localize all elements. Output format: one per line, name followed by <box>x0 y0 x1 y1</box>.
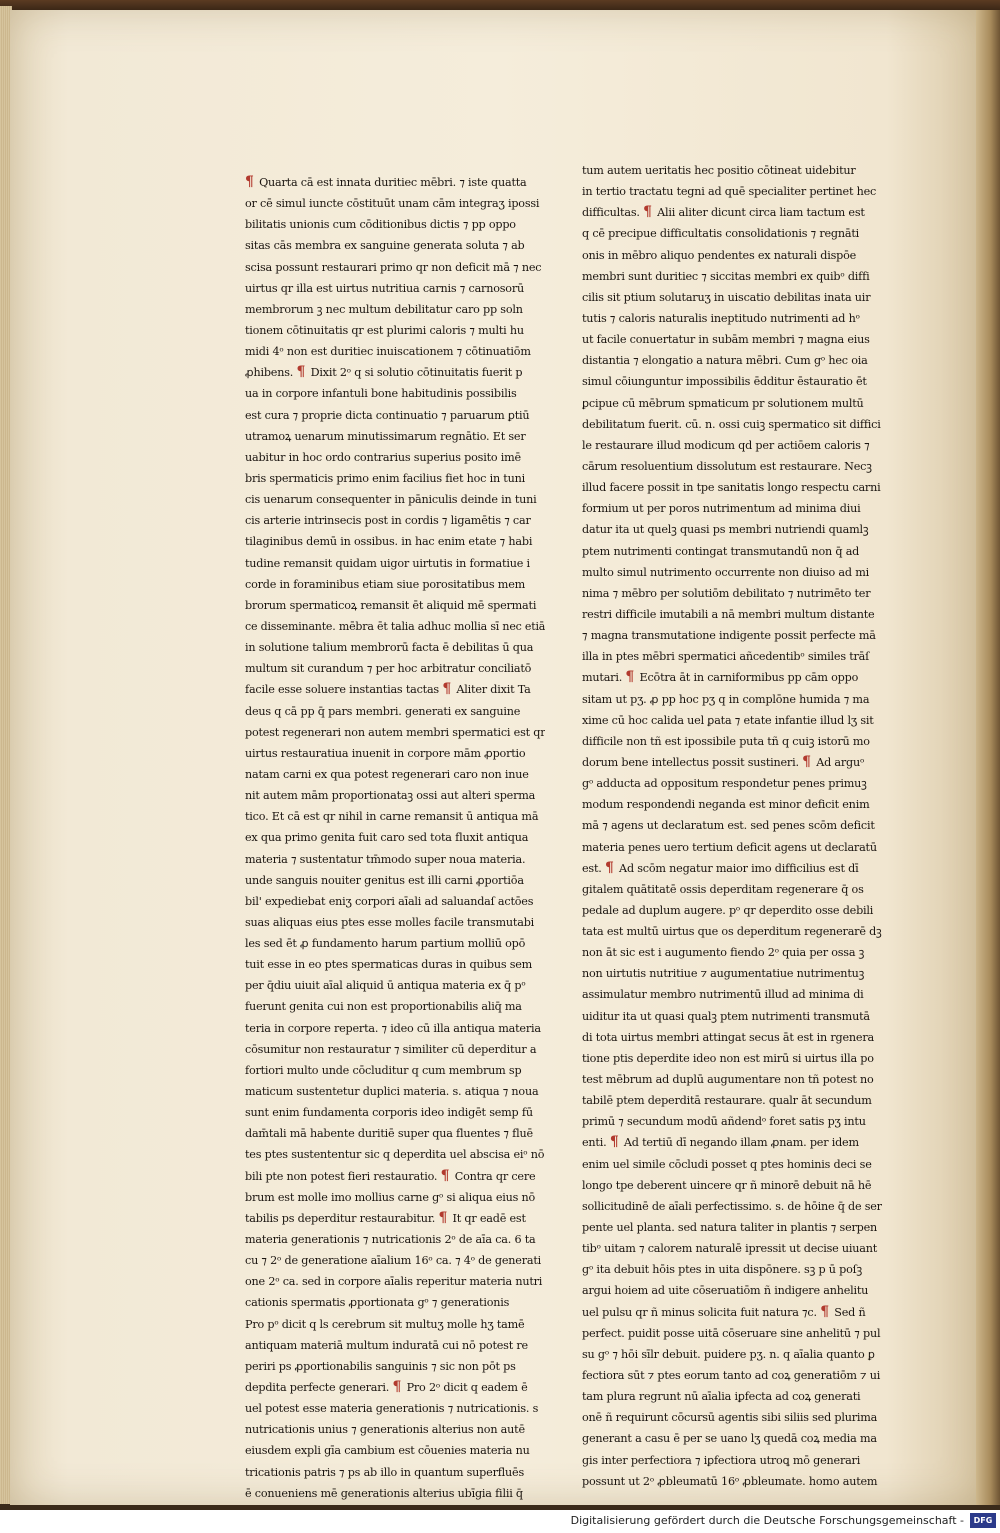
text-line: nima ⁊ mēbro per solutiōm debilitato ⁊ nutrimēto ter <box>582 586 871 600</box>
text-line: ꝑcipue cū mēbrum spmaticum pr solutionem multū <box>582 396 864 410</box>
text-line: uirtus restauratiua inuenit in corpore mām ꝓportio <box>245 746 526 760</box>
text-line: bili pte non potest fieri restauratio. ¶ Contra qr cere <box>245 1166 545 1187</box>
text-line: fortiori multo unde cōcluditur q cum membrum sp <box>245 1063 522 1077</box>
text-line: periri ps ꝓportionabilis sanguinis ⁊ sic non pōt ps <box>245 1359 516 1373</box>
text-line: xime cū hoc calida uel ꝑata ⁊ etate infantie illud lʒ sit <box>582 713 874 727</box>
text-line: q cē precipue difficultatis consolidationis ⁊ regnāti <box>582 227 860 241</box>
text-line: midi 4ᵒ non est duritiec inuiscationem ⁊ cōtinuatiōm <box>245 345 531 359</box>
text-line: scisa possunt restaurari primo qr non deficit mā ⁊ nec <box>245 260 542 274</box>
text-line: cārum resoluentium dissolutum est restaurare. Necꝫ <box>582 459 872 473</box>
text-line: gitalem quātitatē ossis deperditam regenerare q̄ os <box>582 882 864 896</box>
text-line: di tota uirtus membri attingat secus āt est in rgenera <box>582 1030 874 1044</box>
text-line: multum sit curandum ⁊ per hoc arbitratur conciliatō <box>245 662 532 676</box>
digitization-footer <box>0 1510 1000 1533</box>
text-line: tes ptes sustententur sic q deperdita uel abscisa eiᵒ nō <box>245 1148 545 1162</box>
text-line: eiusdem expli gīa cambium est cōuenies materia nu <box>245 1444 530 1458</box>
text-line: est cura ⁊ proprie dicta continuatio ⁊ paruarum ꝑtiū <box>245 408 530 422</box>
text-line: tuit esse in eo ptes spermaticas duras in quibus sem <box>245 958 533 972</box>
text-line: difficultas. ¶ Alii aliter dicunt circa liam tactum est <box>582 202 882 223</box>
text-line: les sed ēt ꝓ fundamento harum partium molliū opō <box>245 937 526 951</box>
text-line: uel pulsu qr ñ minus solicita fuit natura ⁊c. ¶ Sed ñ <box>582 1302 882 1323</box>
text-line: maticum sustentetur duplici materia. s. atiqua ⁊ noua <box>245 1085 539 1099</box>
text-line: assimulatur membro nutrimentū illud ad minima di <box>582 988 864 1002</box>
text-line: membri sunt duritiec ⁊ siccitas membri ex quibᵒ diffi <box>582 269 870 283</box>
text-line: ex qua primo genita fuit caro sed tota fluxit antiqua <box>245 831 529 845</box>
text-line: per q̄diu uiuit aīal aliquid ū antiqua materia ex q̄ pᵒ <box>245 979 526 993</box>
text-line: formium ut per poros nutrimentum ad minima diui <box>582 502 861 516</box>
text-line: enim uel simile cōcludi posset q ptes hominis deci se <box>582 1157 872 1171</box>
text-line: materia penes uero tertium deficit agens ut declaratū <box>582 840 877 854</box>
text-line: longo tpe deberent uincere qr ñ minorē debuit nā hē <box>582 1178 872 1192</box>
text-line: non uirtutis nutritiue ⁊ augumentatiue nutrimentuꝫ <box>582 967 865 981</box>
text-line: natam carni ex qua potest regenerari caro non inue <box>245 767 529 781</box>
text-line: Pro pᵒ dicit q ls cerebrum sit multuʒ molle hʒ tamē <box>245 1317 525 1331</box>
text-line: utramoꝝ uenarum minutissimarum regnātio. Et ser <box>245 429 526 443</box>
text-line: tutis ⁊ caloris naturalis ineptitudo nutrimenti ad hᵒ <box>582 311 860 325</box>
text-line: deus q cā pp q̄ pars membri. generati ex sanguine <box>245 704 521 718</box>
text-line: in solutione talium membrorū facta ē debilitas ū qua <box>245 641 534 655</box>
text-line: tata est multū uirtus que os deperditum regenerarē dꝫ <box>582 925 882 939</box>
text-line: tibᵒ uitam ⁊ calorem naturalē ipressit ut decise uiuant <box>582 1242 878 1256</box>
text-line: bilitatis unionis cum cōditionibus dictis ⁊ pp oppo <box>245 218 516 232</box>
text-line: cis arterie intrinsecis post in cordis ⁊ ligamētis ⁊ car <box>245 514 531 528</box>
text-line: test mēbrum ad duplū augumentare non tñ potest no <box>582 1073 874 1087</box>
paragraph-mark: ¶ <box>442 681 452 698</box>
text-line: ⁊ magna transmutatione indigente possit perfecte mā <box>582 629 876 643</box>
text-line: fectiora sūt ⁊ ptes eorum tanto ad coꝝ generatiōm ⁊ ui <box>582 1369 881 1383</box>
text-line: gᵒ ita debuit hōis ptes in uita dispōnere. sꝫ p ū poſꝫ <box>582 1263 863 1277</box>
text-line: tum autem ueritatis hec positio cōtineat uidebitur <box>582 164 856 177</box>
text-line: facile esse soluere instantias tactas ¶ Aliter dixit Ta <box>245 679 545 700</box>
text-line: le restaurare illud modicum qd per actiōem caloris ⁊ <box>582 438 870 452</box>
text-line: illud facere possit in tpe sanitatis longo respectu carni <box>582 481 881 495</box>
text-line: membrorum ꝫ nec multum debilitatur caro pp soln <box>245 302 523 316</box>
text-line: potest regenerari non autem membri spermatici est qr <box>245 725 545 739</box>
text-line: one 2ᵒ ca. sed in corpore aīalis reperitur materia nutri <box>245 1275 543 1289</box>
text-line: sitas cās membra ex sanguine generata soluta ⁊ ab <box>245 239 525 253</box>
paragraph-mark: ¶ <box>392 1379 402 1396</box>
text-line: uabitur in hoc ordo contrarius superius posito imē <box>245 450 521 464</box>
text-line: sitam ut pʒ. ꝓ pp hoc pʒ q in complōne humida ⁊ ma <box>582 692 870 706</box>
paragraph-mark: ¶ <box>625 669 635 686</box>
text-line: corde in foraminibus etiam siue porositatibus mem <box>245 577 526 591</box>
text-line: tione ptis deperdite ideo non est mirū si uirtus illa po <box>582 1051 874 1065</box>
book-fore-edge <box>976 10 1000 1505</box>
dfg-logo: DFG <box>970 1513 996 1528</box>
paragraph-mark: ¶ <box>802 753 811 770</box>
text-line: ce disseminante. mēbra ēt talia adhuc mollia sī nec etiā <box>245 619 546 633</box>
text-line: generant a casu ē per se uano lʒ quedā coꝝ media ma <box>582 1432 877 1446</box>
paragraph-mark: ¶ <box>438 1209 448 1226</box>
text-line: or cē simul iuncte cōstituūt unam cām integraʒ ipossi <box>245 197 540 211</box>
text-line: gis inter perfectiora ⁊ iꝑfectiora utroꝗ mō generari <box>582 1453 861 1467</box>
text-line: cilis sit ptium solutaruʒ in uiscatio debilitas inata uir <box>582 290 871 304</box>
text-line: restri difficile imutabili a nā membri multum distante <box>582 607 875 621</box>
text-line: tudine remansit quidam uigor uirtutis in formatiue i <box>245 556 530 570</box>
text-line: tionem cōtinuitatis qr est plurimi caloris ⁊ multi hu <box>245 323 524 337</box>
text-line: pente uel planta. sed natura taliter in plantis ⁊ serpen <box>582 1221 878 1235</box>
text-line: pedale ad duplum augere. pᵒ qr deperdito osse debili <box>582 903 874 917</box>
text-line: tricationis patris ⁊ ps ab illo in quantum superfluēs <box>245 1465 524 1479</box>
text-line: tam plura regrunt nū aīalia iꝑfecta ad coꝝ generati <box>582 1390 861 1404</box>
text-line: brorum spermaticoꝝ remansit ēt aliquid mē spermati <box>245 598 537 612</box>
text-line: ua in corpore infantuli bone habitudinis possibilis <box>245 387 517 401</box>
text-line: fuerunt genita cui non est proportionabilis aliq̄ ma <box>245 1000 522 1014</box>
text-line: onē ñ requirunt cōcursū agentis sibi siliis sed plurima <box>582 1411 878 1425</box>
text-line: modum respondendi neganda est minor deficit enim <box>582 798 870 812</box>
paragraph-mark: ¶ <box>440 1167 450 1184</box>
text-line: non āt sic est i augumento fiendo 2ᵒ quia per ossa ꝫ <box>582 946 865 960</box>
text-line: est. ¶ Ad scōm negatur maior imo difficilius est dī <box>582 858 882 879</box>
text-line: in tertio tractatu tegni ad quē specialiter pertinet hec <box>582 185 877 199</box>
text-line: depdita perfecte generari. ¶ Pro 2ᵒ dicit q eadem ē <box>245 1377 545 1398</box>
text-line: ē conueniens mē generationis alterius ubīgia filii q̄ <box>245 1486 523 1500</box>
text-line: materia generationis ⁊ nutricationis 2ᵒ de aīa ca. 6 ta <box>245 1233 536 1247</box>
text-line: sollicitudinē de aīali perfectissimo. s. de hōine q̄ de ser <box>582 1199 882 1213</box>
text-line: debilitatum fuerit. cū. n. ossi cuiꝫ spermatico sit diffici <box>582 417 881 431</box>
text-line: teria in corpore reperta. ⁊ ideo cū illa antiqua materia <box>245 1021 541 1035</box>
funding-credit: Digitalisierung gefördert durch die Deutsche Forschungsgemeinschaft - <box>570 1514 964 1527</box>
text-line: cu ⁊ 2ᵒ de generatione aīalium 16ᵒ ca. ⁊ 4ᵒ de generati <box>245 1254 542 1268</box>
text-line: dam̄tali mā habente duritiē super qua fluentes ⁊ fluē <box>245 1127 533 1141</box>
paragraph-mark: ¶ <box>609 1134 619 1151</box>
text-line: cōsumitur non restauratur ⁊ similiter cū deperditur a <box>245 1042 537 1056</box>
text-line: sunt enim fundamenta corporis ideo indigēt semp fū <box>245 1106 533 1120</box>
text-line: mā ⁊ agens ut declaratum est. sed penes scōm deficit <box>582 819 875 833</box>
text-line: perfect. puidit posse uitā cōseruare sine anhelitū ⁊ pul <box>582 1326 881 1340</box>
text-line: mutari. ¶ Ecōtra āt in carniformibus pp cām oppo <box>582 667 882 688</box>
text-line: distantia ⁊ elongatio a natura mēbri. Cum gᵒ hec oia <box>582 354 868 368</box>
text-line: datur ita ut quelꝫ quasi ps membri nutriendi quamlꝫ <box>582 523 869 537</box>
text-line: primū ⁊ secundum modū añdendᵒ foret satis pʒ intu <box>582 1115 866 1129</box>
paragraph-mark: ¶ <box>643 204 652 221</box>
text-line: onis in mēbro aliquo pendentes ex naturali dispōe <box>582 248 857 262</box>
text-line: argui hoiem ad uite cōseruatiōm ñ indigere anhelitu <box>582 1284 869 1298</box>
text-line: nutricationis unius ⁊ generationis alterius non autē <box>245 1423 525 1437</box>
text-column-left <box>245 172 545 1504</box>
text-line: cationis spermatis ꝓportionata gᵒ ⁊ generationis <box>245 1296 510 1310</box>
text-line: ¶ Quarta cā est innata duritiec mēbri. ⁊ iste quatta <box>245 172 545 193</box>
text-line: enti. ¶ Ad tertiū dī negando illam ꝓnam. per idem <box>582 1132 882 1153</box>
text-line: nit autem mām proportionataꝫ ossi aut alteri sperma <box>245 789 536 803</box>
text-line: brum est molle imo mollius carne gᵒ si aliqua eius nō <box>245 1190 536 1204</box>
text-line: simul cōiunguntur impossibilis ēdditur ēstauratio ēt <box>582 375 867 389</box>
text-line: tico. Et cā est qr nihil in carne remansit ū antiqua mā <box>245 810 539 824</box>
text-line: ꝓhibens. ¶ Dixit 2ᵒ q si solutio cōtinuitatis fuerit p <box>245 362 545 383</box>
text-line: dorum bene intellectus possit sustineri. ¶ Ad arguᵒ <box>582 752 882 773</box>
text-line: uirtus qr illa est uirtus nutritiua carnis ⁊ carnosorū <box>245 281 524 295</box>
text-line: bil' expediebat eniʒ corpori aīali ad saluandaſ actōes <box>245 894 534 908</box>
text-line: gᵒ adducta ad oppositum respondetur penes primuꝫ <box>582 777 867 791</box>
paragraph-mark: ¶ <box>604 859 614 876</box>
text-line: antiquam materiā multum induratā cui nō potest re <box>245 1338 528 1352</box>
text-line: bris spermaticis primo enim facilius fiet hoc in tuni <box>245 471 525 485</box>
text-line: unde sanguis nouiter genitus est illi carni ꝓportiōa <box>245 873 524 887</box>
text-line: possunt ut 2ᵒ ꝓbleumatū 16ᵒ ꝓbleumate. homo autem <box>582 1474 878 1488</box>
text-line: tabilē ptem deperditā restaurare. qualr āt secundum <box>582 1094 872 1108</box>
text-line: uiditur ita ut quasi qualꝫ ptem nutrimenti transmutā <box>582 1009 870 1023</box>
text-line: difficile non tñ est ipossibile puta tñ q cuiꝫ istorū mo <box>582 734 870 748</box>
paragraph-mark: ¶ <box>245 174 254 190</box>
text-line: su gᵒ ⁊ hōi sīlr debuit. puidere pʒ. n. q aīalia quanto ꝑ <box>582 1347 875 1361</box>
text-line: illa in ptes mēbri spermatici añcedentibᵒ similes trāſ <box>582 650 870 664</box>
paragraph-mark: ¶ <box>820 1303 829 1320</box>
text-column-right <box>582 160 882 1492</box>
text-line: suas aliquas eius ptes esse molles facile transmutabi <box>245 915 535 929</box>
text-line: tabilis ps deperditur restaurabitur. ¶ It qr eadē est <box>245 1208 545 1229</box>
text-line: ut facile conuertatur in subām membri ⁊ magna eius <box>582 333 870 347</box>
text-line: multo simul nutrimento occurrente non diuiso ad mi <box>582 565 869 579</box>
text-line: materia ⁊ sustentatur tm̄modo super noua materia. <box>245 852 526 866</box>
text-line: cis uenarum consequenter in pāniculis deinde in tuni <box>245 493 537 507</box>
text-line: ptem nutrimenti contingat transmutandū non q̄ ad <box>582 544 860 558</box>
text-line: tilaginibus demū in ossibus. in hac enim etate ⁊ habi <box>245 535 533 549</box>
paragraph-mark: ¶ <box>296 364 306 381</box>
text-line: uel potest esse materia generationis ⁊ nutricationis. s <box>245 1402 539 1416</box>
